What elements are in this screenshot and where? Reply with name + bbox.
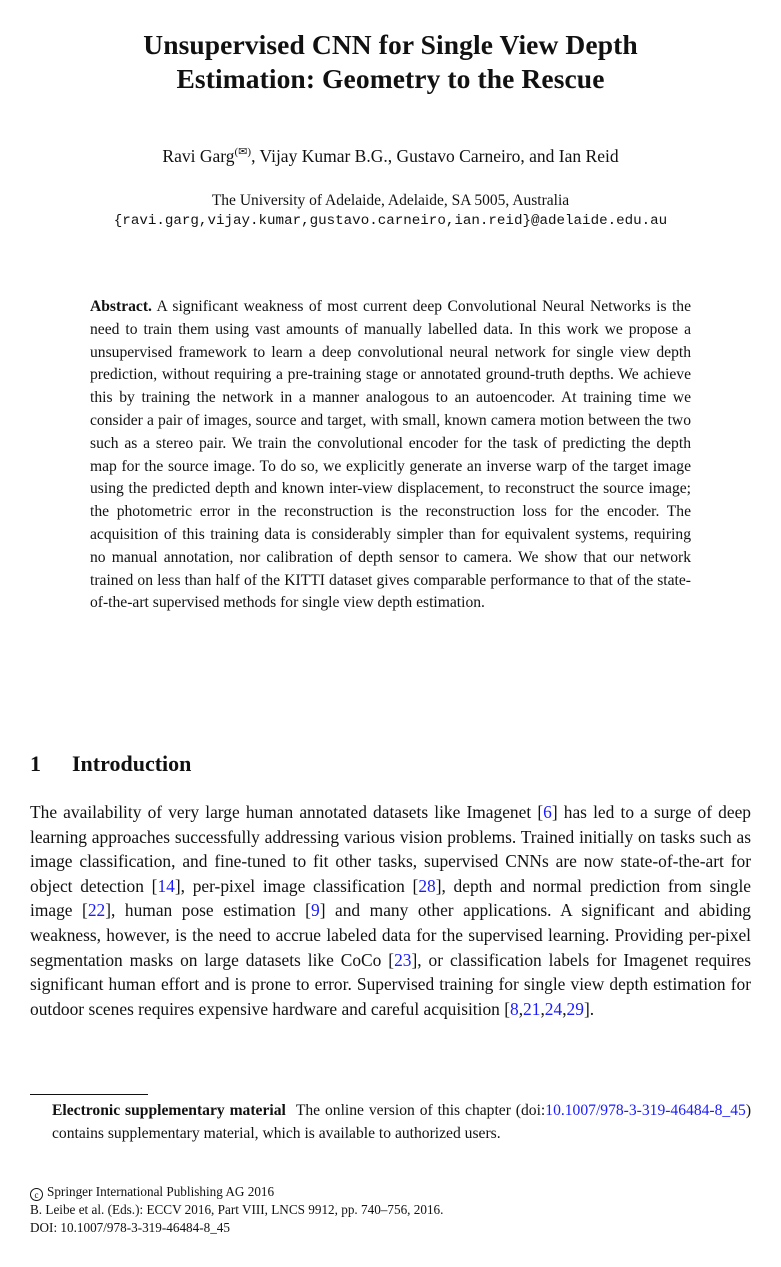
intro-text: ] and many other applications. A significant and abiding weakness, however, is the need to accrue labeled data for the supervised learning. Providing per-pixel segmentation masks on large datasets like CoCo [ xyxy=(30,900,751,970)
doi-link[interactable]: 10.1007/978-3-319-46484-8_45 xyxy=(545,1102,746,1119)
citation-separator: , xyxy=(562,998,567,1019)
section-number: 1 xyxy=(30,751,41,776)
intro-paragraph xyxy=(30,800,751,1021)
citation-link[interactable]: 29 xyxy=(566,998,584,1019)
copyright-line xyxy=(30,1183,443,1201)
paper-title xyxy=(40,28,741,96)
abstract-text: A significant weakness of most current deep Convolutional Neural Networks is the need to train them using vast amounts of manually labelled data. In this work we propose a unsupervised framework to learn a deep convolutional neural network for single view depth prediction, without requiring a pre-training stage or annotated ground-truth depths. We achieve this by training the network in a manner analogous to an autoencoder. At training time we consider a pair of images, source and target, with small, known camera motion between the two such as a stereo pair. We train the convolutional encoder for the task of predicting the depth map for the source image. To do so, we explicitly generate an inverse warp of the target image using the predicted depth and known inter-view displacement, to reconstruct the source image; the photometric error in the reconstruction is the reconstruction loss for the encoder. The acquisition of this training data is considerably simpler than for equivalent systems, requiring no manual annotation, nor calibration of depth sensor to camera. We show that our network trained on less than half of the KITTI dataset gives comparable performance to that of the state-of-the-art supervised methods for single view depth estimation. xyxy=(90,298,691,612)
doi-line: DOI: 10.1007/978-3-319-46484-8_45 xyxy=(30,1219,230,1235)
intro-text: ], human pose estimation [ xyxy=(105,900,311,921)
citation-separator: , xyxy=(518,998,524,1019)
intro-text: ] has led to a surge of deep learning approaches successfully addressing various vision problems. Trained initially on tasks such as image classification, and fine-tuned to fit other tasks, supervised CNNs are now state-of-the-art for object detection [ xyxy=(30,802,751,896)
citation-link[interactable]: 8 xyxy=(509,998,519,1019)
copyright-icon: c xyxy=(30,1188,43,1201)
author-first: Ravi Garg xyxy=(162,146,235,166)
footnote-label: Electronic supplementary material xyxy=(52,1102,286,1119)
citation-separator: , xyxy=(540,998,545,1019)
citation-link[interactable]: 6 xyxy=(543,802,552,822)
title-line-1: Unsupervised CNN for Single View Depth xyxy=(143,29,638,60)
title-line-2: Estimation: Geometry to the Rescue xyxy=(176,63,605,94)
affiliation-block xyxy=(40,190,741,232)
abstract xyxy=(90,296,691,615)
footnote-text: ) contains supplementary material, which is available to authorized users. xyxy=(52,1102,752,1142)
citation-link[interactable]: 23 xyxy=(394,949,412,970)
corresponding-author-mark: (✉) xyxy=(234,146,252,158)
author-rest: , Vijay Kumar B.G., Gustavo Carneiro, and Ian Reid xyxy=(251,146,619,166)
footnote-divider xyxy=(30,1094,148,1095)
author-list xyxy=(40,145,741,167)
citation-link[interactable]: 14 xyxy=(157,875,175,896)
intro-text: ], depth and normal prediction from single image [ xyxy=(30,875,751,921)
citation-link[interactable]: 24 xyxy=(544,998,563,1019)
citation-link[interactable]: 21 xyxy=(523,998,541,1019)
citation-link[interactable]: 28 xyxy=(418,875,436,896)
citation-link[interactable]: 22 xyxy=(87,900,106,921)
intro-text: ], per-pixel image classification [ xyxy=(174,875,419,896)
section-title: Introduction xyxy=(72,751,192,776)
citation-link[interactable]: 9 xyxy=(310,900,320,921)
section-heading xyxy=(30,750,191,778)
footnote-text: The online version of this chapter (doi: xyxy=(295,1102,546,1119)
supplementary-footnote xyxy=(52,1100,751,1145)
intro-text: The availability of very large human annotated datasets like Imagenet [ xyxy=(30,802,544,822)
intro-text: ], or classification labels for Imagenet requires significant human effort and is prone to error. Supervised training for single view depth estimation for outdoor scenes requires expensive hardware and careful acquisition [ xyxy=(30,949,751,1019)
publisher: Springer International Publishing AG 2016 xyxy=(47,1184,275,1199)
intro-text: ]. xyxy=(583,998,595,1019)
abstract-label: Abstract. xyxy=(90,298,152,315)
copyright-block xyxy=(30,1183,443,1236)
affiliation: The University of Adelaide, Adelaide, SA 5005, Australia xyxy=(211,192,570,209)
author-emails: {ravi.garg,vijay.kumar,gustavo.carneiro,ian.reid}@adelaide.edu.au xyxy=(113,213,668,229)
proceedings-citation: B. Leibe et al. (Eds.): ECCV 2016, Part VIII, LNCS 9912, pp. 740–756, 2016. xyxy=(30,1202,444,1217)
